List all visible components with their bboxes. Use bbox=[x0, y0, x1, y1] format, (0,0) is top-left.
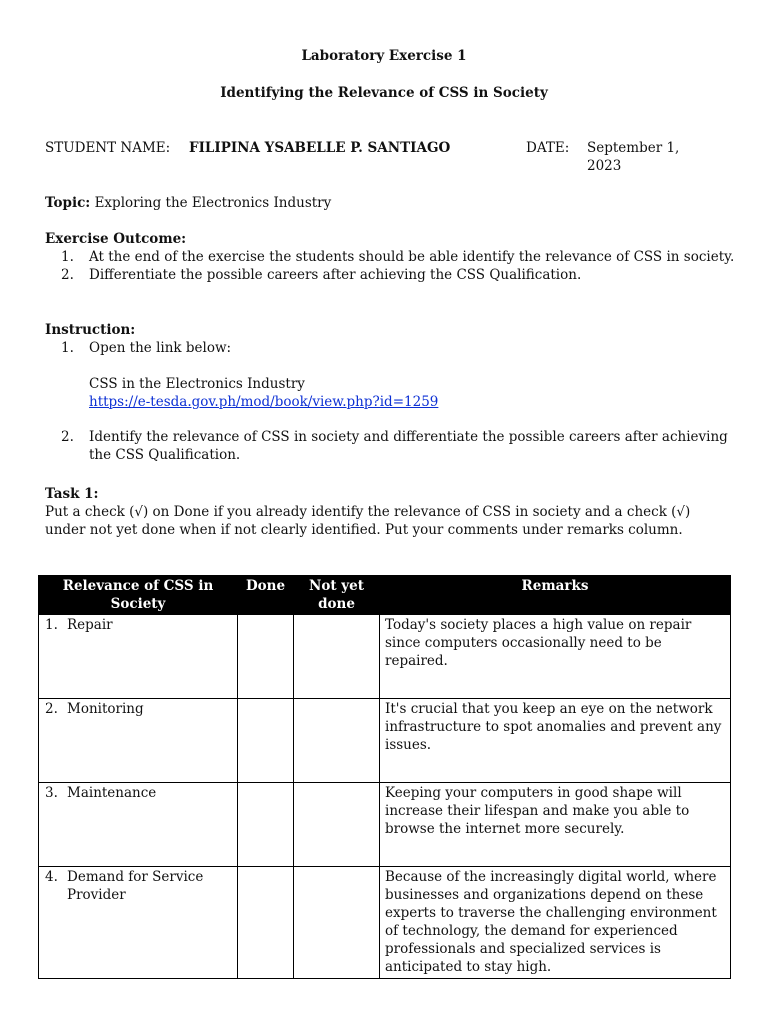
table-row bbox=[39, 867, 731, 979]
document-title: Laboratory Exercise 1 bbox=[301, 48, 467, 64]
row-number: 1. bbox=[45, 617, 58, 633]
task-instructions: Put a check (√) on Done if you already identify the relevance of CSS in society and a check (√) under not yet done when if not clearly identified. Put your comments under remarks column. bbox=[45, 504, 691, 538]
table-row bbox=[39, 783, 731, 867]
done-cell[interactable] bbox=[238, 867, 294, 979]
document-subtitle: Identifying the Relevance of CSS in Society bbox=[220, 85, 548, 101]
remarks-cell: Because of the increasingly digital world, where businesses and organizations depend on these experts to traverse the challenging environment of technology, the demand for experienced professionals and specialized services is anticipated to stay high. bbox=[380, 867, 731, 979]
column-header-not-yet-done: Not yet done bbox=[294, 576, 380, 615]
not-yet-done-cell[interactable] bbox=[294, 699, 380, 783]
done-cell[interactable] bbox=[238, 699, 294, 783]
remarks-cell: Keeping your computers in good shape will increase their lifespan and make you able to browse the internet more securely. bbox=[380, 783, 731, 867]
not-yet-done-cell[interactable] bbox=[294, 867, 380, 979]
not-yet-done-cell[interactable] bbox=[294, 783, 380, 867]
date-value-line2: 2023 bbox=[587, 158, 622, 174]
relevance-text: Demand for Service Provider bbox=[67, 869, 204, 903]
instruction-item bbox=[45, 428, 735, 464]
topic-label: Topic: bbox=[45, 195, 91, 211]
relevance-text: Maintenance bbox=[67, 785, 157, 801]
remarks-cell: It's crucial that you keep an eye on the network infrastructure to spot anomalies and prevent any issues. bbox=[380, 699, 731, 783]
row-number: 3. bbox=[45, 785, 58, 801]
done-cell[interactable] bbox=[238, 783, 294, 867]
not-yet-done-cell[interactable] bbox=[294, 615, 380, 699]
relevance-text: Repair bbox=[67, 617, 113, 633]
row-number: 2. bbox=[45, 701, 58, 717]
student-name-label: STUDENT NAME: bbox=[45, 140, 171, 156]
outcome-item-number: 2. bbox=[61, 267, 74, 283]
remarks-cell: Today's society places a high value on repair since computers occasionally need to be repaired. bbox=[380, 615, 731, 699]
task-heading: Task 1: bbox=[45, 486, 99, 502]
instruction-item-text: Identify the relevance of CSS in society and differentiate the possible careers after achieving the CSS Qualification. bbox=[89, 429, 728, 463]
relevance-text: Monitoring bbox=[67, 701, 144, 717]
outcome-item-text: At the end of the exercise the students should be able identify the relevance of CSS in society. bbox=[89, 249, 735, 265]
column-header-remarks: Remarks bbox=[380, 576, 731, 615]
table-row bbox=[39, 615, 731, 699]
instruction-list bbox=[45, 339, 735, 464]
instruction-item-number: 2. bbox=[61, 429, 74, 445]
outcome-heading: Exercise Outcome: bbox=[45, 231, 187, 247]
electronics-industry-link[interactable]: https://e-tesda.gov.ph/mod/book/view.php?id=1259 bbox=[89, 394, 439, 410]
instruction-item bbox=[45, 339, 735, 428]
relevance-table bbox=[38, 575, 731, 979]
instruction-item-text: Open the link below: bbox=[89, 340, 232, 356]
done-cell[interactable] bbox=[238, 615, 294, 699]
instruction-item-number: 1. bbox=[61, 340, 74, 356]
topic-line bbox=[45, 194, 331, 212]
outcome-item bbox=[45, 248, 735, 266]
relevance-cell bbox=[39, 783, 238, 867]
table-header-row bbox=[39, 576, 731, 615]
student-name-value: FILIPINA YSABELLE P. SANTIAGO bbox=[189, 140, 451, 156]
column-header-done: Done bbox=[238, 576, 294, 615]
date-value-line1: September 1, bbox=[587, 140, 680, 156]
instruction-heading: Instruction: bbox=[45, 322, 136, 338]
table-row bbox=[39, 699, 731, 783]
date-label: DATE: bbox=[526, 140, 570, 156]
column-header-relevance: Relevance of CSS in Society bbox=[39, 576, 238, 615]
relevance-cell bbox=[39, 699, 238, 783]
row-number: 4. bbox=[45, 869, 58, 885]
outcome-item-number: 1. bbox=[61, 249, 74, 265]
outcome-item-text: Differentiate the possible careers after achieving the CSS Qualification. bbox=[89, 267, 582, 283]
link-caption: CSS in the Electronics Industry bbox=[89, 376, 305, 392]
outcome-list bbox=[45, 248, 735, 284]
relevance-cell bbox=[39, 867, 238, 979]
outcome-item bbox=[45, 266, 735, 284]
relevance-cell bbox=[39, 615, 238, 699]
topic-value: Exploring the Electronics Industry bbox=[94, 195, 332, 211]
